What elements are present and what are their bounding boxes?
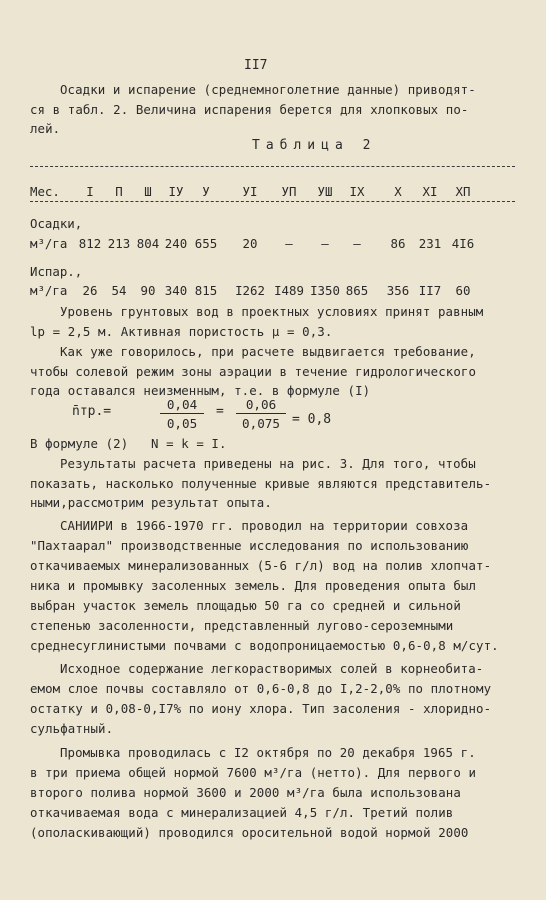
table-cell: 4I6 (451, 236, 475, 251)
table-rule (30, 166, 515, 167)
table-cell: 240 (164, 236, 188, 251)
row-label: м³/га (30, 236, 68, 251)
fraction (160, 397, 204, 431)
paragraph-line: Осадки и испарение (среднемноголетние данные) приводят- (60, 82, 476, 97)
month-header: П (115, 184, 123, 199)
paragraph-line: откачиваемых минерализованных (5-6 г/л) вод на полив хлопчат- (30, 558, 492, 573)
fraction (236, 397, 286, 431)
paragraph-line: в три приема общей нормой 7600 м³/га (нетто). Для первого и (30, 765, 477, 780)
fraction-numerator: 0,06 (236, 397, 286, 414)
paragraph-line: лей. (30, 121, 61, 136)
table-cell: II7 (418, 283, 442, 298)
fraction-numerator: 0,04 (160, 397, 204, 414)
paragraph-line: степенью засоленности, представленный лугово-сероземными (30, 618, 454, 633)
table-cell: – (321, 236, 329, 251)
paragraph-line: выбран участок земель площадью 50 га со средней и сильной (30, 598, 461, 613)
table-cell: 60 (455, 283, 471, 298)
table-cell: I350 (310, 283, 340, 298)
paragraph-line: Результаты расчета приведены на рис. 3. Для того, чтобы (60, 456, 476, 471)
paragraph-line: lр = 2,5 м. Активная пористость μ = 0,3. (30, 324, 333, 339)
table-cell: – (285, 236, 293, 251)
table-rule (30, 201, 515, 202)
formula-equals: = (216, 404, 224, 419)
table-cell: – (353, 236, 361, 251)
month-header: УП (281, 184, 297, 199)
table-cell: I262 (235, 283, 265, 298)
paragraph-line: В формуле (2) N = k = I. (30, 436, 227, 451)
table-cell: 804 (136, 236, 160, 251)
table-cell: 815 (194, 283, 218, 298)
table-cell: 20 (242, 236, 258, 251)
paragraph-line: (ополаскивающий) проводился оросительной водой нормой 2000 (30, 825, 469, 840)
table-cell: 231 (418, 236, 442, 251)
formula-lhs: n̄тр.= (72, 404, 112, 419)
table-cell: 54 (111, 283, 127, 298)
paragraph-line: ника и промывку засоленных земель. Для проведения опыта был (30, 578, 477, 593)
month-header: XП (455, 184, 471, 199)
month-header: У (202, 184, 210, 199)
table-cell: 26 (82, 283, 98, 298)
table-cell: 356 (386, 283, 410, 298)
paragraph-line: емом слое почвы составляло от 0,6-0,8 до I,2-2,0% по плотному (30, 681, 492, 696)
fraction-denominator: 0,075 (242, 416, 280, 431)
page-number: II7 (244, 58, 268, 73)
fraction-denominator: 0,05 (166, 416, 198, 431)
month-header: I (86, 184, 94, 199)
paragraph-line: среднесуглинистыми почвами с водопроницаемостью 0,6-0,8 м/сут. (30, 638, 499, 653)
paragraph-line: откачиваемая вода с минерализацией 4,5 г/л. Третий полив (30, 805, 454, 820)
paragraph-line: второго полива нормой 3600 и 2000 м³/га была использована (30, 785, 461, 800)
paragraph-line: Уровень грунтовых вод в проектных условиях принят равным (60, 304, 484, 319)
paragraph-line: ся в табл. 2. Величина испарения берется для хлопковых по- (30, 102, 469, 117)
table-cell: 90 (140, 283, 156, 298)
month-header: IУ (168, 184, 184, 199)
paragraph-line: показать, насколько полученные кривые являются представитель- (30, 476, 492, 491)
table-cell: 213 (107, 236, 131, 251)
row-label: м³/га (30, 283, 68, 298)
month-header: XI (422, 184, 438, 199)
paragraph-line: года оставался неизменным, т.е. в формуле (I) (30, 383, 371, 398)
table-header-label: Мес. (30, 184, 60, 199)
table-cell: 812 (78, 236, 102, 251)
month-header: УШ (317, 184, 333, 199)
paragraph-line: ными,рассмотрим результат опыта. (30, 495, 272, 510)
month-header: IX (349, 184, 365, 199)
row-label: Испар., (30, 264, 83, 279)
table-cell: 655 (194, 236, 218, 251)
month-header: Ш (144, 184, 152, 199)
paragraph-line: Как уже говорилось, при расчете выдвигается требование, (60, 344, 476, 359)
paragraph-line: САНИИРИ в 1966-1970 гг. проводил на территории совхоза (60, 518, 469, 533)
row-label: Осадки, (30, 216, 83, 231)
table-cell: 865 (345, 283, 369, 298)
paragraph-line: Исходное содержание легкорастворимых солей в корнеобита- (60, 661, 484, 676)
table-title: Таблица 2 (252, 138, 377, 153)
paragraph-line: сульфатный. (30, 721, 114, 736)
paragraph-line: чтобы солевой режим зоны аэрации в течение гидрологического (30, 364, 477, 379)
table-cell: I489 (274, 283, 304, 298)
table-cell: 340 (164, 283, 188, 298)
month-header: X (394, 184, 402, 199)
table-cell: 86 (390, 236, 406, 251)
formula-result: = 0,8 (292, 412, 332, 427)
paragraph-line: "Пахтаарал" производственные исследования по использованию (30, 538, 469, 553)
paragraph-line: Промывка проводилась с I2 октября по 20 декабря 1965 г. (60, 745, 476, 760)
month-header: УI (242, 184, 258, 199)
paragraph-line: остатку и 0,08-0,I7% по иону хлора. Тип засоления - хлоридно- (30, 701, 492, 716)
